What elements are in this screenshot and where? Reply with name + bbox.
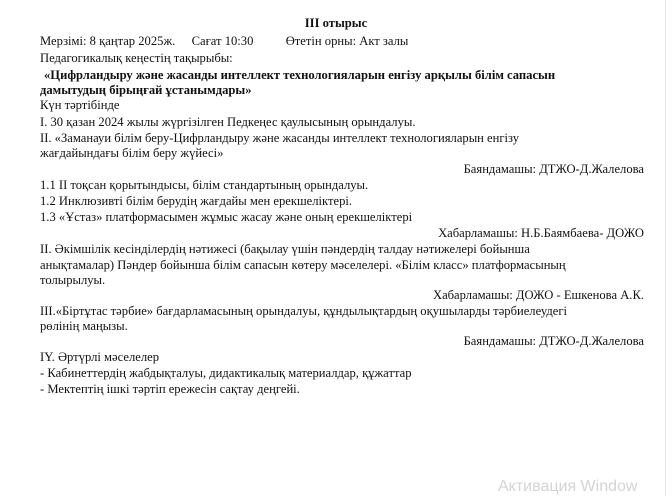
venue-value: Акт залы	[359, 34, 409, 48]
subitem-1-2: 1.2 Инклюзивті білім берудің жағдайы мен ерекшеліктері.	[40, 194, 353, 208]
agenda-item-2-line-1: II. «Заманауи білім беру-Цифрландыру және жасанды интеллект технологияларын енгізу	[40, 131, 520, 145]
agenda-item-2-line-2: жағдайындағы білім беру жүйесі»	[40, 146, 224, 160]
meta-line	[40, 34, 408, 49]
subitem-1-1: 1.1 II тоқсан қорытындысы, білім стандартының орындалуы.	[40, 178, 369, 192]
topic-line-2: дамытудың бірыңғай ұстанымдары»	[40, 83, 252, 97]
date-label: Мерзімі:	[40, 34, 87, 48]
agenda-bullet-2: - Мектептің ішкі тәртіп ережесін сақтау деңгейі.	[40, 382, 300, 396]
session-title: III отырыс	[304, 16, 368, 30]
speaker-line-1: Баяндамашы: ДТЖО-Д.Жалелова	[463, 162, 644, 176]
time-label: Сағат	[191, 34, 222, 48]
speaker-line-2: Хабарламашы: Н.Б.Баямбаева- ДОЖО	[438, 226, 644, 240]
agenda-item-3-line-1: ІІІ.«Біртұтас тәрбие» бағдарламасының орындалуы, құндылықтардың оқушыларды тәрбиелеудегі	[40, 304, 568, 318]
topic-line-1: «Цифрландыру және жасанды интеллект технологияларын енгізу арқылы білім сапасын	[44, 68, 556, 82]
time-value: 10:30	[224, 34, 254, 48]
speaker-line-3: Хабарламашы: ДОЖО - Ешкенова А.К.	[432, 288, 644, 302]
agenda-label: Күн тәртібінде	[40, 98, 120, 112]
agenda-bullet-1: - Кабинеттердің жабдықталуы, дидактикалық материалдар, құжаттар	[40, 366, 412, 380]
date-value: 8 қаңтар 2025ж.	[89, 34, 176, 48]
agenda-item-admin-line-1: II. Әкімшілік кесінділердің нәтижесі (бақылау үшін пәндердің талдау нәтижелері бойынша	[40, 242, 530, 256]
speaker-line-4: Баяндамашы: ДТЖО-Д.Жалелова	[463, 334, 644, 348]
page-edge-divider	[665, 0, 666, 496]
agenda-item-admin-line-2: анықтамалар) Пәндер бойынша білім сапасын көтеру мәселелері. «Білім класс» платформасының	[40, 258, 566, 272]
agenda-item-4: IY. Әртүрлі мәселелер	[40, 350, 159, 364]
agenda-item-1: I. 30 қазан 2024 жылы жүргізілген Педкеңес қаулысының орындалуы.	[40, 115, 416, 129]
venue-label: Өтетін орны:	[285, 34, 357, 48]
council-topic-label: Педагогикалық кеңестің тақырыбы:	[40, 51, 233, 65]
activation-watermark: Активация Window	[498, 478, 638, 495]
agenda-item-admin-line-3: толырылуы.	[40, 273, 106, 287]
subitem-1-3: 1.3 «Ұстаз» платформасымен жұмыс жасау және оның ерекшеліктері	[40, 210, 413, 224]
agenda-item-3-line-2: рөлінің маңызы.	[40, 319, 128, 333]
